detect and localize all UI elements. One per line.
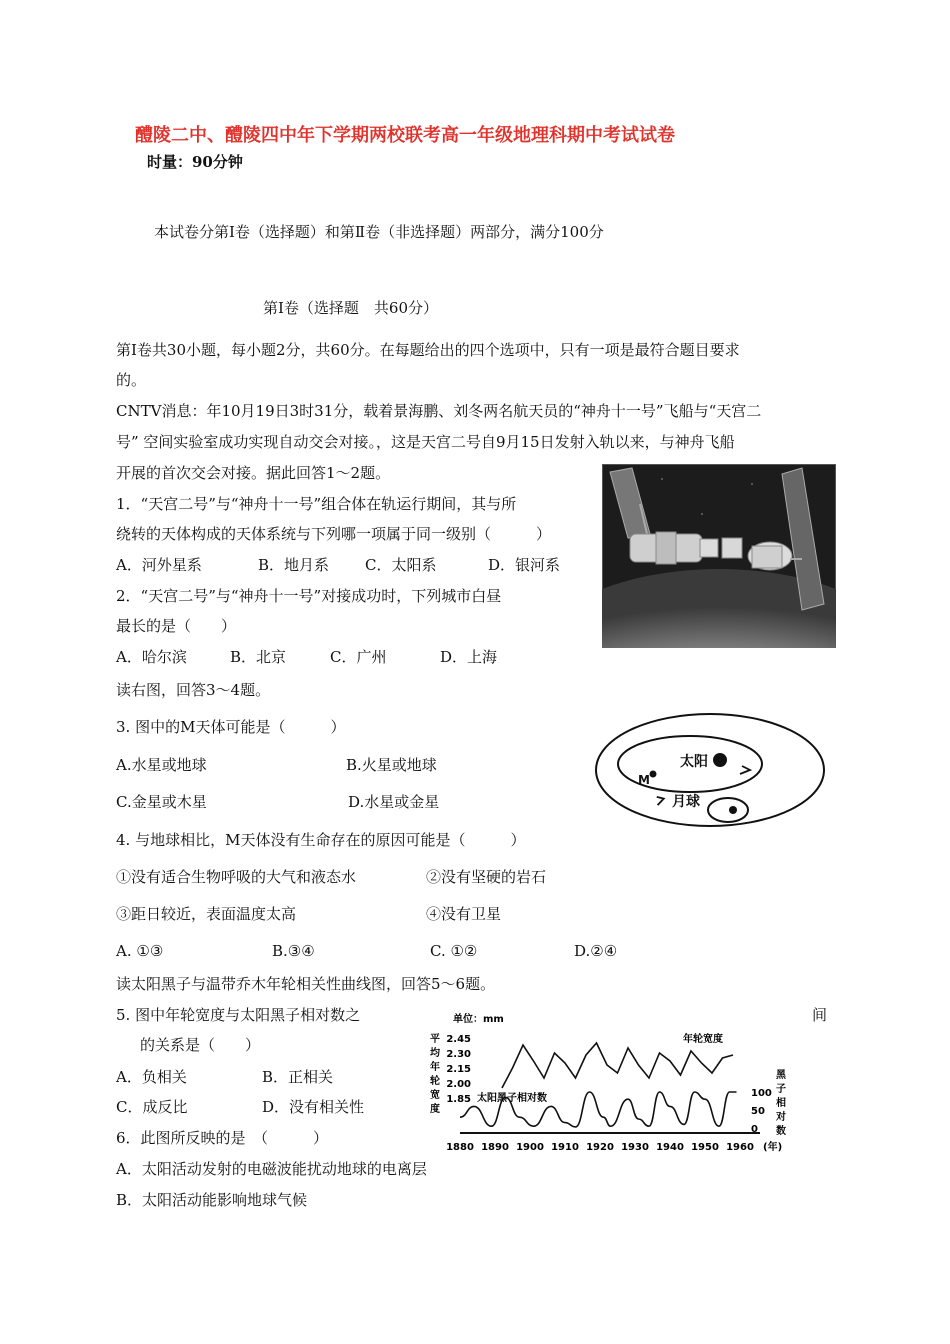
left-tick-label: 2.45 bbox=[446, 1034, 471, 1045]
right-axis-label-char: 数 bbox=[776, 1126, 786, 1137]
question-4: 4. 与地球相比，M天体没有生命存在的原因可能是（ ） bbox=[116, 831, 526, 849]
right-axis-ticks bbox=[751, 1088, 772, 1135]
read-chart-prompt: 读太阳黑子与温带乔木年轮相关性曲线图，回答5～6题。 bbox=[116, 975, 496, 993]
right-tick-label: 0 bbox=[751, 1124, 758, 1135]
left-tick-label: 2.15 bbox=[446, 1064, 471, 1075]
series-line-tree-ring bbox=[502, 1043, 733, 1088]
x-tick-label: 1930 bbox=[621, 1142, 649, 1153]
q2-option-c: C．广州 bbox=[330, 648, 387, 666]
left-tick-label: 1.85 bbox=[446, 1094, 471, 1105]
left-axis-label-char: 均 bbox=[430, 1048, 440, 1059]
x-tick-label: 1880 bbox=[446, 1142, 474, 1153]
q4-option-d: D.②④ bbox=[574, 942, 618, 960]
x-tick-label: 1950 bbox=[691, 1142, 719, 1153]
right-axis-label-char: 黑 bbox=[776, 1070, 786, 1081]
m-planet-label: M bbox=[638, 773, 650, 787]
right-axis-label-char: 对 bbox=[776, 1112, 786, 1123]
spacecraft-docking-image bbox=[602, 464, 836, 648]
m-planet-marker bbox=[650, 771, 657, 778]
sun-marker bbox=[713, 753, 727, 767]
q4-statement-1: ①没有适合生物呼吸的大气和液态水 bbox=[116, 868, 357, 886]
right-tick-label: 100 bbox=[751, 1088, 772, 1099]
sunspot-tree-ring-chart bbox=[425, 1008, 800, 1158]
left-tick-label: 2.30 bbox=[446, 1049, 471, 1060]
right-tick-label: 50 bbox=[751, 1106, 765, 1117]
left-axis-label bbox=[430, 1032, 440, 1115]
right-axis-label-char: 子 bbox=[776, 1084, 786, 1095]
exam-title: 醴陵二中、醴陵四中年下学期两校联考高一年级地理科期中考试试卷 bbox=[135, 125, 675, 146]
q6-option-b: B．太阳活动能影响地球气候 bbox=[116, 1191, 308, 1209]
left-axis-ticks bbox=[446, 1034, 471, 1105]
read-right-figure-prompt: 读右图，回答3～4题。 bbox=[116, 681, 271, 699]
sun-label: 太阳 bbox=[680, 754, 708, 770]
q2-option-a: A．哈尔滨 bbox=[116, 648, 187, 666]
question-6: 6．此图所反映的是 （ ） bbox=[116, 1129, 329, 1147]
orbit-diagram bbox=[592, 708, 830, 836]
question-1-line-1: 1．“天宫二号”与“神舟十一号”组合体在轨运行期间，其与所 bbox=[116, 495, 517, 513]
exam-intro: 本试卷分第Ⅰ卷（选择题）和第Ⅱ卷（非选择题）两部分，满分100分 bbox=[154, 223, 604, 241]
moon-label: 月球 bbox=[672, 794, 700, 810]
q4-statement-3: ③距日较近，表面温度太高 bbox=[116, 905, 297, 923]
q2-option-d: D．上海 bbox=[440, 648, 498, 666]
q5-option-c: C．成反比 bbox=[116, 1098, 188, 1116]
series-label-sunspot: 太阳黑子相对数 bbox=[477, 1093, 547, 1104]
q1-option-b: B．地月系 bbox=[258, 556, 330, 574]
q5-option-d: D．没有相关性 bbox=[262, 1098, 365, 1116]
chart-unit-label: 单位：mm bbox=[453, 1014, 504, 1025]
left-axis-label-char: 宽 bbox=[430, 1090, 440, 1101]
q5-option-b: B．正相关 bbox=[262, 1068, 334, 1086]
news-line-3: 开展的首次交会对接。据此回答1～2题。 bbox=[116, 464, 391, 482]
left-axis-label-char: 年 bbox=[430, 1062, 440, 1073]
q4-statement-4: ④没有卫星 bbox=[426, 905, 502, 923]
question-5-line-1: 5. 图中年轮宽度与太阳黑子相对数之 bbox=[116, 1006, 361, 1024]
q3-option-c: C.金星或木星 bbox=[116, 793, 207, 811]
left-axis-label-char: 平 bbox=[430, 1034, 440, 1045]
x-tick-label: 1960 bbox=[726, 1142, 754, 1153]
section-description: 第Ⅰ卷共30小题，每小题2分，共60分。在每题给出的四个选项中，只有一项是最符合题目要求 bbox=[116, 341, 740, 359]
right-axis-label-char: 相 bbox=[776, 1098, 786, 1109]
q1-option-a: A．河外星系 bbox=[116, 556, 202, 574]
q1-option-d: D．银河系 bbox=[488, 556, 561, 574]
x-tick-label: 1900 bbox=[516, 1142, 544, 1153]
news-line-2: 号” 空间实验室成功实现自动交会对接。，这是天宫二号自9月15日发射入轨以来，与神舟飞船 bbox=[116, 433, 735, 451]
q4-option-b: B.③④ bbox=[272, 942, 315, 960]
left-axis-label-char: 度 bbox=[430, 1104, 440, 1115]
q4-option-a: A. ①③ bbox=[116, 942, 164, 960]
left-tick-label: 2.00 bbox=[446, 1079, 471, 1090]
question-5-line-2: 的关系是（ ） bbox=[140, 1036, 261, 1054]
question-3: 3. 图中的M天体可能是（ ） bbox=[116, 718, 346, 736]
q4-statement-2: ②没有坚硬的岩石 bbox=[426, 868, 547, 886]
question-1-line-2: 绕转的天体构成的天体系统与下列哪一项属于同一级别（ ） bbox=[116, 525, 552, 543]
q2-option-b: B．北京 bbox=[230, 648, 287, 666]
right-axis-label bbox=[775, 1068, 787, 1137]
q5-option-a: A．负相关 bbox=[116, 1068, 187, 1086]
question-2-line-1: 2．“天宫二号”与“神舟十一号”对接成功时，下列城市白昼 bbox=[116, 587, 502, 605]
news-line-1: CNTV消息：年10月19日3时31分，载着景海鹏、刘冬两名航天员的“神舟十一号”飞船与“天宫二 bbox=[116, 402, 762, 420]
moon-earth-marker bbox=[729, 806, 737, 814]
x-tick-label: 1890 bbox=[481, 1142, 509, 1153]
q3-option-a: A.水星或地球 bbox=[116, 756, 207, 774]
q4-option-c: C. ①② bbox=[430, 942, 478, 960]
x-tick-label: 1920 bbox=[586, 1142, 614, 1153]
question-5-gap-char: 间 bbox=[812, 1006, 828, 1024]
q1-option-c: C．太阳系 bbox=[365, 556, 437, 574]
x-axis-ticks bbox=[446, 1142, 754, 1153]
section-title: 第Ⅰ卷（选择题 共60分） bbox=[263, 299, 439, 317]
x-axis-unit: (年) bbox=[763, 1142, 783, 1153]
x-tick-label: 1940 bbox=[656, 1142, 684, 1153]
q3-option-b: B.火星或地球 bbox=[346, 756, 437, 774]
question-2-line-2: 最长的是（ ） bbox=[116, 617, 237, 635]
section-description-cont: 的。 bbox=[116, 371, 147, 389]
left-axis-label-char: 轮 bbox=[430, 1076, 440, 1087]
q6-option-a: A．太阳活动发射的电磁波能扰动地球的电离层 bbox=[116, 1160, 427, 1178]
exam-duration: 时量：90分钟 bbox=[147, 153, 243, 171]
x-tick-label: 1910 bbox=[551, 1142, 579, 1153]
q3-option-d: D.水星或金星 bbox=[348, 793, 440, 811]
series-label-tree-ring: 年轮宽度 bbox=[683, 1034, 723, 1045]
